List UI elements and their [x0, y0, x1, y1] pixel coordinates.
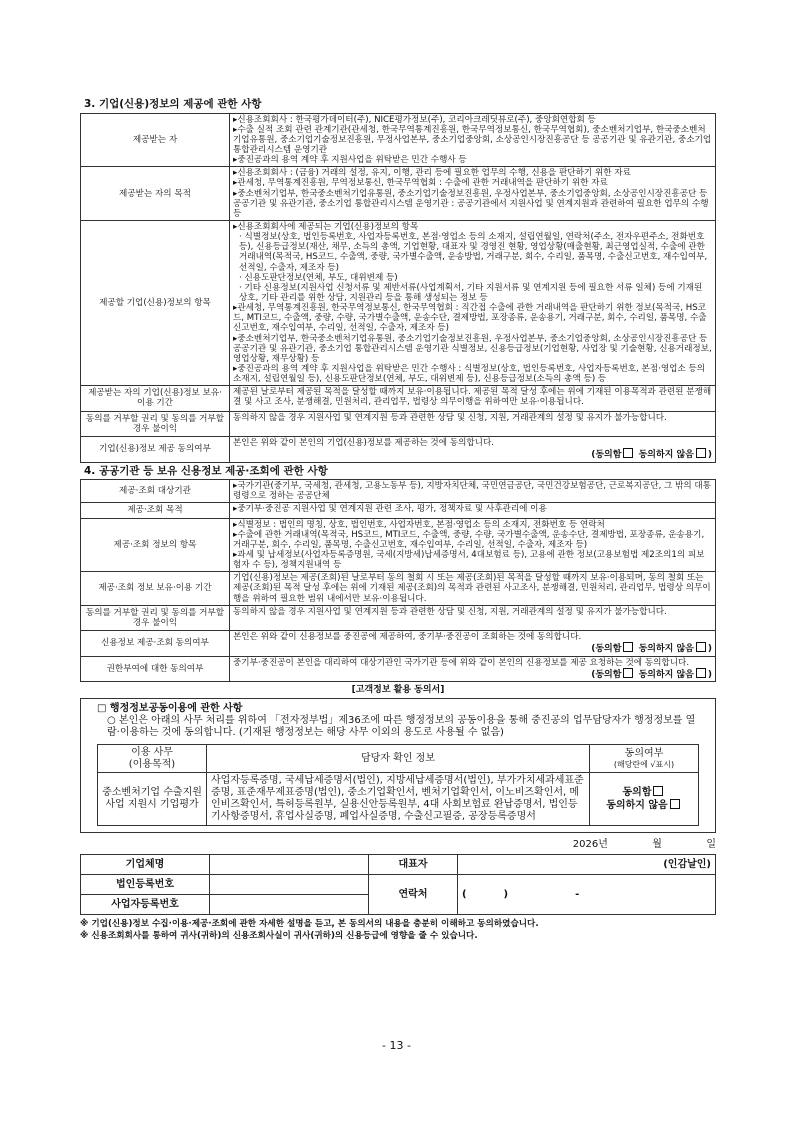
paren-close: )	[503, 889, 509, 901]
section-3-table	[80, 113, 716, 463]
agree-checkbox[interactable]	[623, 448, 633, 458]
dash: -	[575, 889, 580, 901]
row-content	[230, 167, 716, 221]
biz-number-field[interactable]	[210, 895, 369, 915]
date-line	[80, 839, 716, 851]
form-caption: [고객정보 활용 동의서]	[351, 685, 445, 696]
admin-table	[97, 744, 699, 826]
disagree-label: 동의하지 않음	[606, 800, 668, 812]
disagree-label: 동의하지 않음	[638, 644, 694, 655]
row-content	[230, 630, 716, 656]
docs-cell: 사업자등록증명, 국세납세증명서(법인), 지방세납세증명서(법인), 부가가치세과세표준증명, 표준재무제표증명(법인), 중소기업확인서, 벤처기업확인서, 이노비즈확인서, 메인비즈확인서, 특허등록원부, 실용신안등록원부, 4대 사회보험료 완납증명서, 법인등기사항증명서, 휴업사실증명, 폐업사실증명, 수출신고필증, 공장등록증명서	[207, 773, 590, 825]
table-row	[81, 167, 716, 221]
table-row	[81, 518, 716, 572]
purpose-cell: 중소벤처기업 수출지원사업 지원시 기업평가	[98, 773, 207, 825]
table-row	[81, 436, 716, 462]
row-label: 동의를 거부할 권리 및 동의를 거부할 경우 불이익	[81, 605, 230, 630]
row-label: 제공받는 자	[81, 113, 230, 167]
disagree-label: 동의하지 않음	[638, 669, 694, 680]
table-row	[81, 503, 716, 518]
row-line: ▸수출에 관한 거래내역(목적국, HS코드, MTI코드, 수출액, 중량, 수량, 국가별수출액, 운송수단, 결제방법, 포장종류, 운송용기, 거래구분, 회수, 수리일, 품목명, 수출신고번호, 재수입여부, 수리일, 선적일, 수출자, 제조자 등)	[233, 529, 705, 550]
agree-checkbox[interactable]	[653, 786, 663, 796]
row-content: 동의하지 않을 경우 지원사업 및 연계지원 등과 관련한 상담 및 신청, 지원, 거래관계의 설정 및 유지가 불가능합니다.	[230, 605, 716, 630]
company-name-field[interactable]	[210, 855, 369, 875]
header-consent-sub: (해당란에 √표시)	[613, 759, 675, 769]
row-label: 제공·조회 정보 보유·이용 기간	[81, 572, 230, 605]
notes	[80, 919, 716, 942]
corp-number-label: 법인등록번호	[81, 875, 210, 895]
row-line: ▸신용조회회사 : 한국평가데이터(주), NICE평가정보(주), 코리아크레딧뷰로(주), 중앙회연합회 등	[233, 114, 596, 125]
agree-checkbox[interactable]	[623, 668, 633, 678]
row-content: ▸중기부·중진공 지원사업 및 연계지원 관련 조사, 평가, 정책자료 및 사후관리에 이용	[230, 503, 716, 518]
row-line: ▸중소벤처기업부, 한국중소벤처기업유통원, 중소기업기술정보진흥원, 우정사업본부, 중소기업중앙회, 소상공인시장진흥공단 등 공공기관 및 유관기관, 중소기업 통합관리시스템 운영기관 : 공공기관에서 지원사업 및 연계지원과 관련하여 필요한 업무의 수행 등	[233, 188, 709, 219]
agree-label: 동의함	[622, 787, 652, 799]
row-content	[230, 656, 716, 682]
header-consent-label: 동의여부	[624, 748, 664, 760]
row-line: · 식별정보(상호, 법인등록번호, 사업자등록번호, 본점·영업소 등의 소재지, 설립연월일, 연락처(주소, 전자우편주소, 전화번호 등), 신용등급정보(재산, 채무, 소득의 총액, 기업현황, 대표자 및 경영진 현황, 영업상황(매출현황, 최근영업실적, 수출에 관한 거래내역(목적국, HS코드, 수출액, 중량, 국가별수출액, 운송방법, 거래구분, 회수, 수리일, 품목명, 수출신고번호, 재수입여부, 선적일, 수출자, 제조자 등)	[239, 232, 708, 273]
header-consent	[590, 744, 699, 773]
table-row	[81, 855, 716, 875]
section-4-table	[80, 479, 716, 682]
consent-cell	[590, 773, 699, 825]
row-label: 제공·조회 목적	[81, 503, 230, 518]
consent-choice: (동의함 동의하지 않음 )	[591, 669, 712, 680]
section-3-title: 3. 기업(신용)정보의 제공에 관한 사항	[84, 98, 262, 110]
row-content	[230, 436, 716, 462]
row-line: 본인은 위와 같이 신용정보를 중진공에 제공하여, 중기부·중진공이 조회하는 것에 동의합니다.	[233, 631, 582, 642]
date-month: 월	[652, 838, 662, 850]
row-label: 제공·조회 대상기관	[81, 480, 230, 503]
header-purpose	[98, 744, 207, 773]
page-number: - 13 -	[382, 1039, 411, 1052]
section-3	[80, 96, 716, 463]
row-label: 제공할 기업(신용)정보의 항목	[81, 221, 230, 386]
row-line: 본인은 위와 같이 본인의 기업(신용)정보를 제공하는 것에 동의합니다.	[233, 437, 495, 448]
agree-checkbox[interactable]	[623, 642, 633, 652]
biz-number-label: 사업자등록번호	[81, 895, 210, 915]
header-docs: 담당자 확인 정보	[207, 744, 590, 773]
contact-label: 연락처	[369, 875, 458, 915]
table-header-row	[98, 744, 699, 773]
row-line: ▸중진공과의 용역 계약 후 지원사업을 위탁받은 민간 수행사 : 식별정보(상호, 법인등록번호, 사업자등록번호, 본점·영업소 등의 소재지, 설립연월일 등), 신용도판단정보(연체, 부도, 대위변제 등), 신용등급정보(소득의 총액 등) 등	[233, 363, 706, 385]
disagree-checkbox[interactable]	[696, 448, 706, 458]
consent-choice: (동의함 동의하지 않음 )	[591, 644, 712, 655]
row-line: ▸신용조회회사 : (금융) 거래의 설정, 유지, 이행, 관리 등에 필요한 업무의 수행, 신용을 판단하기 위한 자료	[233, 168, 631, 179]
row-line: ▸중소벤처기업부, 한국중소벤처기업유통원, 중소기업기술정보진흥원, 우정사업본부, 중소기업중앙회, 소상공인시장진흥공단 등 공공기관 및 유관기관, 중소기업 통합관리시스템 운영기관 식별정보, 신용등급정보(기업현황, 사업장 및 기술현황, 신용거래정보, 영업상황, 재무상황) 등	[233, 333, 712, 364]
row-line: ▸식별정보 : 법인의 명칭, 상호, 법인번호, 사업자번호, 본점·영업소 등의 소재지, 전화번호 등 연락처	[233, 519, 605, 530]
table-row	[81, 630, 716, 656]
row-line: ▸중진공과의 용역 계약 후 지원사업을 위탁받은 민간 수행사 등	[233, 155, 467, 166]
row-line: ▸관세청, 무역통계진흥원, 한국무역정보통신, 한국무역협회 : 직간접 수출에 관한 거래내역을 판단하기 위한 정보(목적국, HS코드, MTI코드, 수출액, 중량, 수량, 국가별수출액, 운송수단, 결제방법, 포장종류, 운송용기, 거래구분, 회수, 수리일, 품목명, 수출신고번호, 재수입여부, 수리일, 선적일, 수출자, 제조자 등)	[233, 303, 707, 334]
seal-label: (인감날인)	[663, 859, 711, 871]
representative-label: 대표자	[369, 855, 458, 875]
paren-open: (	[462, 889, 467, 901]
row-line: ▸과세 및 납세정보(사업자등록증명원, 국세(지방세)납세증명서, 4대보험료 등), 고용에 관한 정보(고용보험법 제2조의1의 피보험자 수 등), 정책지원내역 등	[233, 550, 705, 571]
table-row	[81, 875, 716, 895]
disagree-checkbox[interactable]	[696, 642, 706, 652]
table-row	[81, 605, 716, 630]
signature-table	[80, 854, 716, 915]
row-label: 기업(신용)정보 제공 동의여부	[81, 436, 230, 462]
consent-choice: (동의함 동의하지 않음 )	[591, 449, 712, 460]
row-content: ▸국가기관(중기부, 국세청, 관세청, 고용노동부 등), 지방자치단체, 국민연금공단, 국민건강보험공단, 근로복지공단, 그 밖의 대통령령으로 정하는 공공단체	[230, 480, 716, 503]
table-row	[81, 386, 716, 411]
header-purpose-sub: (이용목적)	[128, 758, 176, 770]
table-row	[81, 411, 716, 436]
disagree-checkbox[interactable]	[670, 799, 680, 809]
row-line: 중기부·중진공이 본인을 대리하여 대상기관인 국가기관 등에 위와 같이 본인의 신용정보를 제공 요청하는 것에 동의합니다.	[233, 657, 690, 668]
row-content	[230, 221, 716, 386]
row-label: 권한부여에 대한 동의여부	[81, 656, 230, 682]
note-item: ※ 기업(신용)정보 수집·이용·제공·조회에 관한 자세한 설명을 듣고, 본 동의서의 내용을 충분히 이해하고 동의하였습니다.	[80, 919, 539, 930]
agree-label: 동의함	[595, 669, 622, 680]
table-row	[81, 113, 716, 167]
row-label: 신용정보 제공·조회 동의여부	[81, 630, 230, 656]
row-line: · 기타 신용정보(지원사업 신청서류 및 제반서류(사업계획서, 기타 지원서류 및 연계지원 등에 필요한 서류 일체) 등에 기재된 상호, 기타 관리를 위한 상담, 지원관리 등을 통해 생성되는 정보 등	[239, 282, 703, 303]
row-label: 제공받는 자의 목적	[81, 167, 230, 221]
header-purpose-label: 이용 사무	[131, 746, 173, 758]
admin-title: □ 행정정보공동이용에 관한 사항	[97, 703, 243, 715]
date-year: 2026년	[572, 838, 608, 850]
agree-label: 동의함	[595, 449, 622, 460]
row-label: 동의를 거부할 권리 및 동의를 거부할 경우 불이익	[81, 411, 230, 436]
row-line: ▸신용조회회사에 제공되는 기업(신용)정보의 항목	[233, 222, 419, 232]
corp-number-field[interactable]	[210, 875, 369, 895]
table-row	[81, 572, 716, 605]
row-content: 기업(신용)정보는 제공(조회)된 날로부터 동의 철회 시 또는 제공(조회)된 목적을 달성할 때까지 보유·이용되며, 동의 철회 또는 제공(조회)된 목적 달성 후에는 위에 기재된 제공(조회)의 목적과 관련된 사고조사, 분쟁해결, 민원처리, 관리업무, 법령상 의무이행을 위하여 필요한 범위 내에서만 보유·이용됩니다.	[230, 572, 716, 605]
row-content	[230, 113, 716, 167]
company-name-label: 기업체명	[81, 855, 210, 875]
document-page	[80, 96, 716, 943]
table-row	[81, 221, 716, 386]
agree-label: 동의함	[595, 644, 622, 655]
section-4	[80, 463, 716, 683]
row-label: 제공·조회 정보의 항목	[81, 518, 230, 572]
table-row	[98, 773, 699, 825]
row-line: ▸수출 실적 조회 관련 관계기관(관세청, 한국무역통계진흥원, 한국무역정보통신, 한국무역협회), 중소벤처기업부, 한국중소벤처기업유통원, 중소기업기술정보진흥원, 무정사업본부, 중소기업중앙회, 소상공인시장진흥공단 등 공공기관 및 유관기관, 중소기업 통합관리시스템 운영기관	[233, 124, 712, 156]
row-label: 제공받는 자의 기업(신용)정보 보유·이용 기간	[81, 386, 230, 411]
admin-info-sharing	[80, 698, 716, 833]
disagree-label: 동의하지 않음	[638, 449, 694, 460]
disagree-checkbox[interactable]	[696, 668, 706, 678]
contact-field[interactable]	[458, 875, 716, 915]
admin-paragraph: ○ 본인은 아래의 사무 처리를 위하여 「전자정부법」제36조에 따른 행정정보의 공동이용을 통해 중진공의 업무담당자가 행정정보를 열람·이용하는 것에 동의합니다. (기재된 행정정보는 해당 사무 이외의 용도로 사용될 수 없음)	[107, 714, 696, 739]
row-content	[230, 518, 716, 572]
section-4-title: 4. 공공기관 등 보유 신용정보 제공·조회에 관한 사항	[84, 464, 328, 477]
table-row	[81, 480, 716, 503]
note-item: ※ 신용조회회사를 통하여 귀사(귀하)의 신용조회사실이 귀사(귀하)의 신용등급에 영향을 줄 수 있습니다.	[80, 931, 478, 942]
row-content: 동의하지 않을 경우 지원사업 및 연계지원 등과 관련한 상담 및 신청, 지원, 거래관계의 설정 및 유지가 불가능합니다.	[230, 411, 716, 436]
row-line: ▸관세청, 무역통계진흥원, 무역정보통신, 한국무역협회 : 수출에 관한 거래내역을 판단하기 위한 자료	[233, 178, 608, 189]
row-content: 제공된 날로부터 제공된 목적을 달성할 때까지 보유·이용됩니다. 제공된 목적 달성 후에는 위에 기재된 이용목적과 관련된 분쟁해결 및 사고 조사, 분쟁해결, 민원처리, 관리업무, 법령상 의무이행을 위하여만 보유·이용됩니다.	[230, 386, 716, 411]
representative-field[interactable]	[458, 855, 716, 875]
table-row	[81, 656, 716, 682]
date-day: 일	[706, 838, 716, 850]
row-line: · 신용도판단정보(연체, 부도, 대위변제 등)	[239, 272, 398, 283]
